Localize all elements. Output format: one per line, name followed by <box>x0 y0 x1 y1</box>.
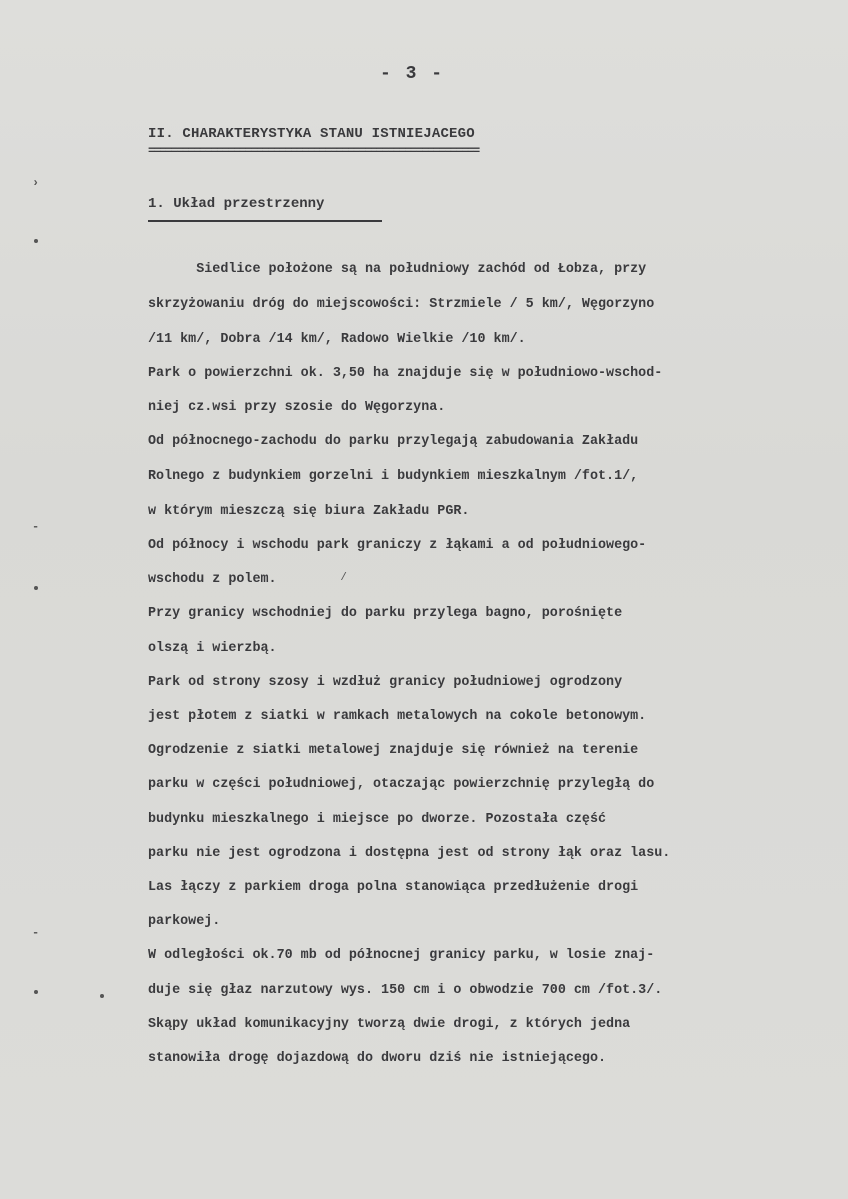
section-heading-underline: ========================================================== <box>148 146 479 156</box>
text-line: stanowiła drogę dojazdową do dworu dziś nie istniejącego. <box>148 1051 607 1066</box>
text-line: skrzyżowaniu dróg do miejscowości: Strzmiele / 5 km/, Węgorzyno <box>148 297 655 312</box>
text-line: olszą i wierzbą. <box>148 641 277 656</box>
text-line: budynku mieszkalnego i miejsce po dworze. Pozostała część <box>148 812 607 827</box>
text-line: Siedlice położone są na południowy zachód od Łobza, przy <box>148 262 647 277</box>
subsection-heading: 1. Układ przestrzenny <box>148 196 325 212</box>
text-line: duje się głaz narzutowy wys. 150 cm i o obwodzie 700 cm /fot.3/. <box>148 983 663 998</box>
text-line: Od północy i wschodu park graniczy z łąkami a od południowego- <box>148 538 647 553</box>
text-line: Ogrodzenie z siatki metalowej znajduje się również na terenie <box>148 743 639 758</box>
text-line: Rolnego z budynkiem gorzelni i budynkiem mieszkalnym /fot.1/, <box>148 469 639 484</box>
scan-dot <box>34 239 38 243</box>
subsection-underline <box>148 220 382 222</box>
page-number: - 3 - <box>380 64 445 84</box>
text-line: niej cz.wsi przy szosie do Węgorzyna. <box>148 400 446 415</box>
text-line: W odległości ok.70 mb od północnej granicy parku, w losie znaj- <box>148 948 655 963</box>
scan-dot <box>34 586 38 590</box>
text-line: Park od strony szosy i wzdłuż granicy południowej ogrodzony <box>148 675 623 690</box>
text-line: Przy granicy wschodniej do parku przylega bagno, porośnięte <box>148 606 623 621</box>
margin-mark: - <box>32 520 40 534</box>
text-line: jest płotem z siatki w ramkach metalowych na cokole betonowym. <box>148 709 647 724</box>
scan-dot <box>100 994 104 998</box>
text-line: parkowej. <box>148 914 221 929</box>
pen-mark: ⁄ <box>340 570 348 584</box>
text-line: Park o powierzchni ok. 3,50 ha znajduje się w południowo-wschod- <box>148 366 663 381</box>
margin-mark: › <box>32 176 40 190</box>
text-line: Od północnego-zachodu do parku przylegają zabudowania Zakładu <box>148 434 639 449</box>
text-line: /11 km/, Dobra /14 km/, Radowo Wielkie /10 km/. <box>148 332 526 347</box>
text-line: Skąpy układ komunikacyjny tworzą dwie drogi, z których jedna <box>148 1017 631 1032</box>
text-line: w którym mieszczą się biura Zakładu PGR. <box>148 504 470 519</box>
section-heading: II. CHARAKTERYSTYKA STANU ISTNIEJACEGO <box>148 126 475 142</box>
text-line: parku nie jest ogrodzona i dostępna jest od strony łąk oraz lasu. <box>148 846 671 861</box>
margin-mark: - <box>32 926 40 940</box>
text-line: wschodu z polem. <box>148 572 277 587</box>
text-line: parku w części południowej, otaczając powierzchnię przyległą do <box>148 777 655 792</box>
scan-dot <box>34 990 38 994</box>
text-line: Las łączy z parkiem droga polna stanowiąca przedłużenie drogi <box>148 880 639 895</box>
